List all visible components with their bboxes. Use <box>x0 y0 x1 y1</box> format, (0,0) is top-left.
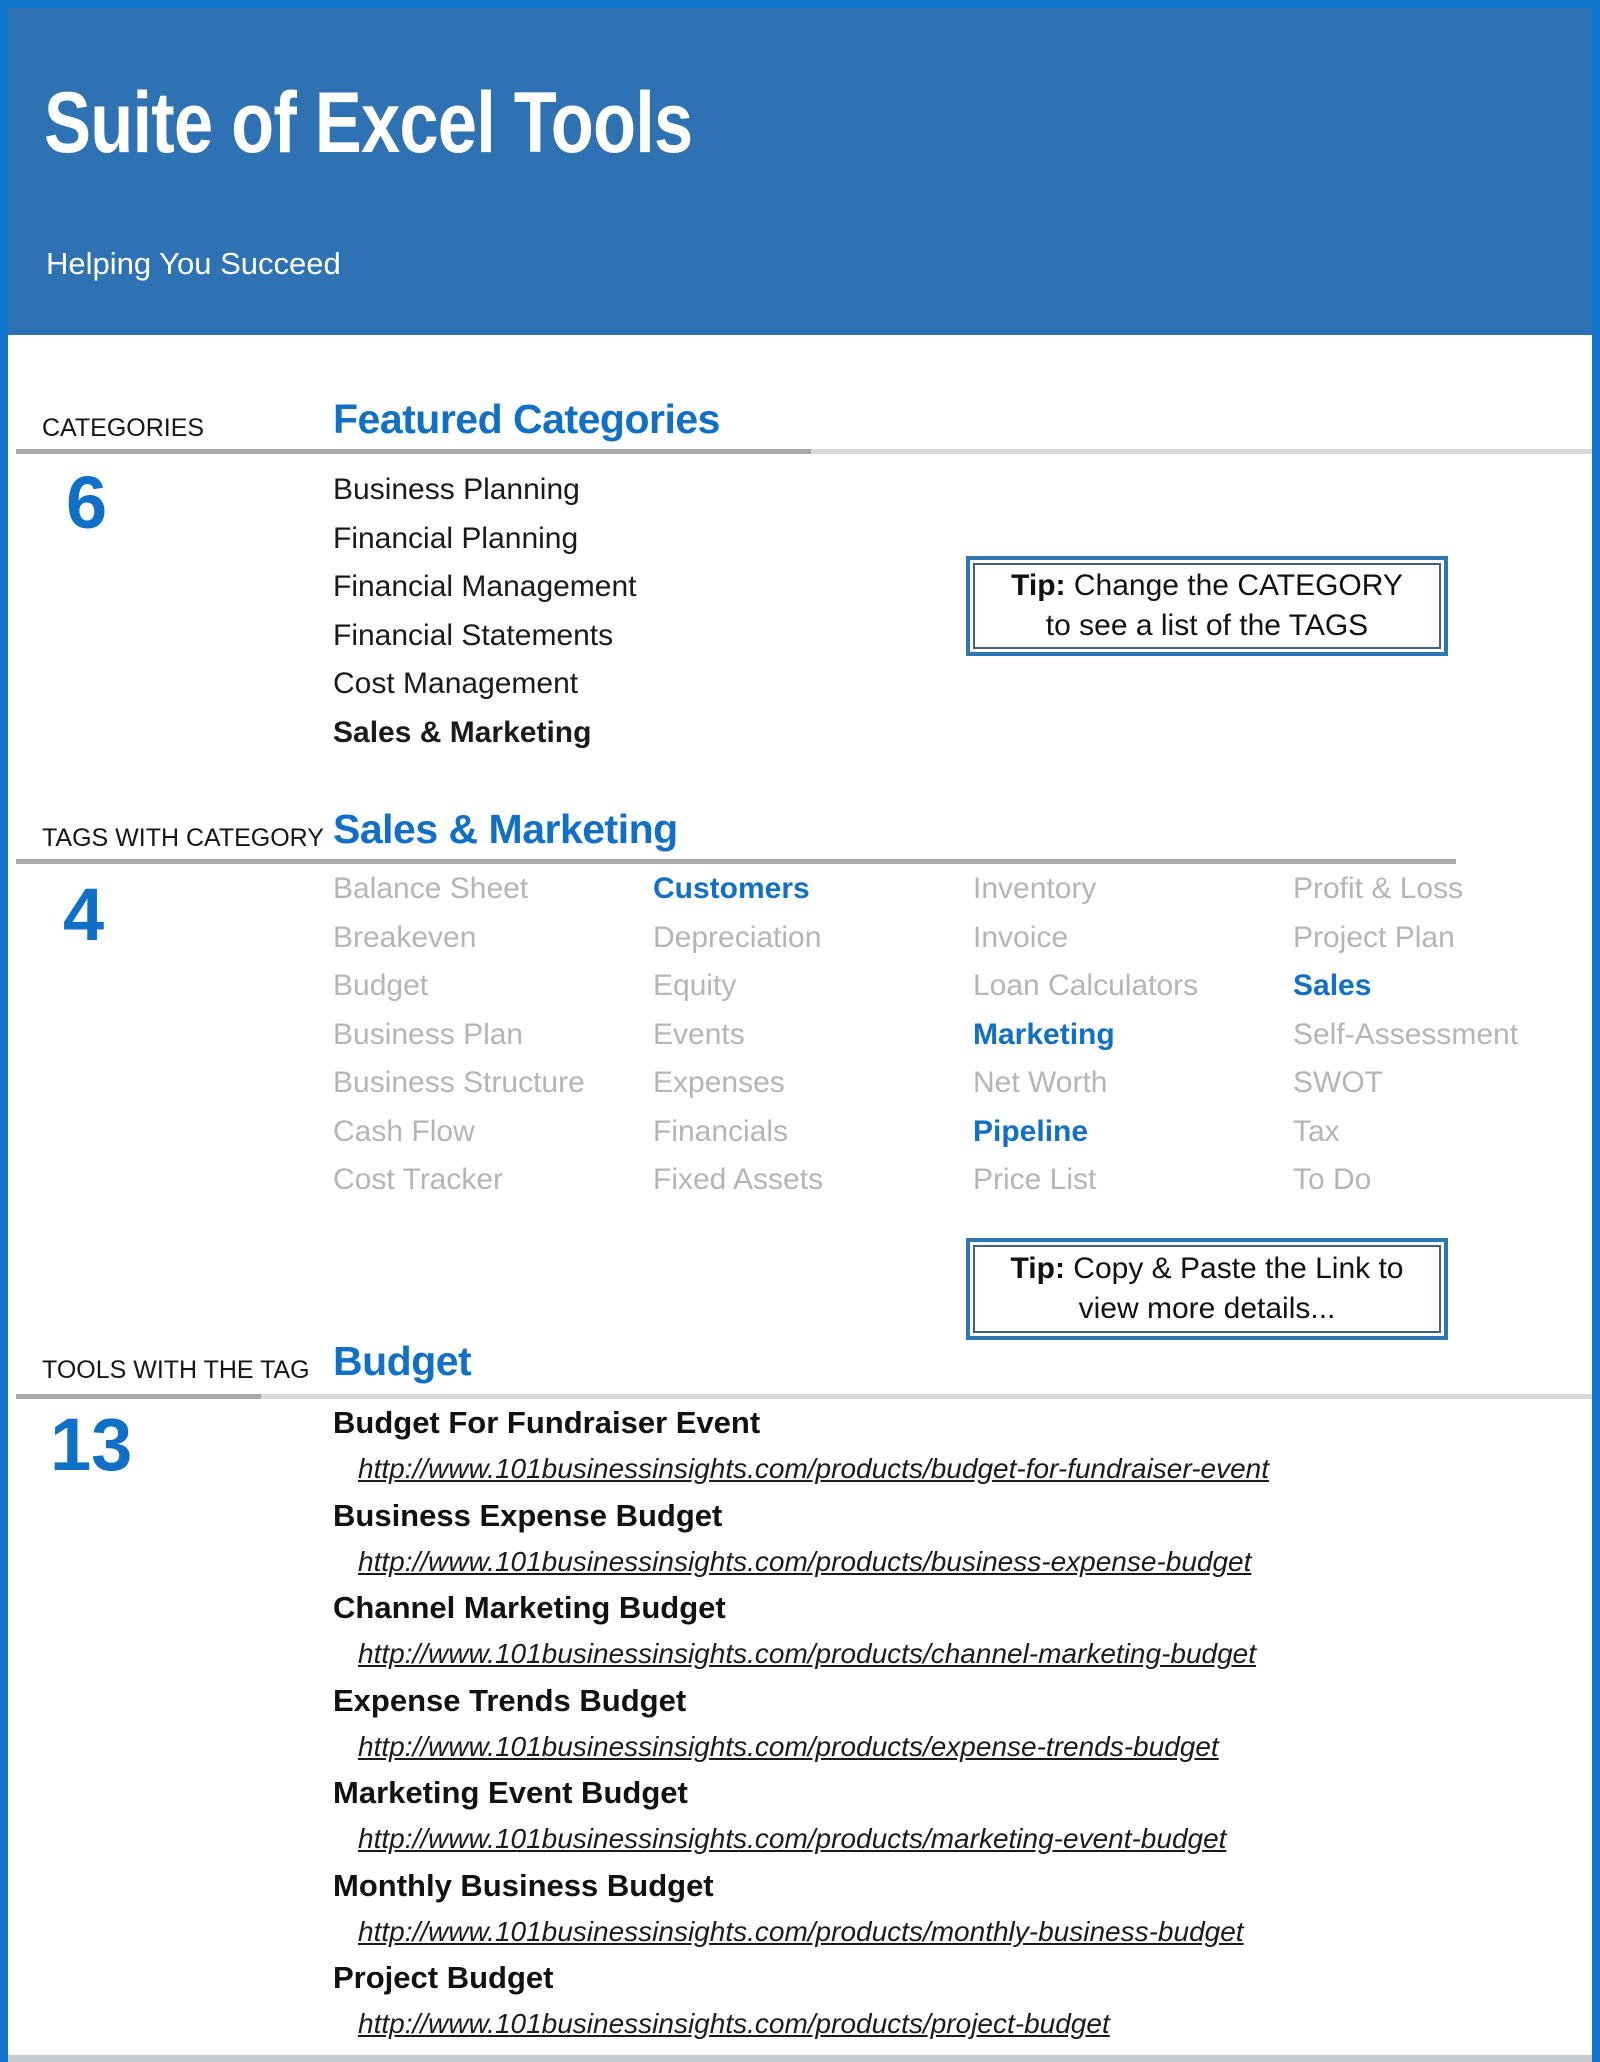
tag-item: Equity <box>653 969 737 1002</box>
tag-item: Balance Sheet <box>333 872 529 905</box>
tag-item: SWOT <box>1293 1066 1383 1099</box>
page-subtitle: Helping You Succeed <box>46 246 341 281</box>
page-header <box>8 8 1592 335</box>
tip-box-link <box>966 1238 1448 1340</box>
category-item: Financial Management <box>333 570 637 603</box>
tag-item: Financials <box>653 1114 789 1148</box>
tag-item: Fixed Assets <box>653 1163 824 1196</box>
category-item: Sales & Marketing <box>333 715 592 749</box>
tool-link[interactable]: http://www.101businessinsights.com/products/project-budget <box>358 2008 1110 2039</box>
tag-item: Project Plan <box>1293 920 1455 954</box>
tip-text-link <box>973 1245 1441 1333</box>
tools-heading: Budget <box>333 1338 472 1384</box>
tag-item: Tax <box>1293 1114 1340 1148</box>
tip-prefix: Tip: <box>1010 1252 1065 1285</box>
tool-name: Budget For Fundraiser Event <box>333 1405 761 1440</box>
tool-link[interactable]: http://www.101businessinsights.com/products/business-expense-budget <box>358 1545 1252 1577</box>
tag-item: Loan Calculators <box>973 969 1199 1002</box>
tag-item: Self-Assessment <box>1293 1017 1519 1051</box>
tool-item <box>333 1400 1513 1493</box>
tool-link[interactable]: http://www.101businessinsights.com/products/expense-trends-budget <box>358 1730 1219 1762</box>
tag-item: Net Worth <box>973 1066 1108 1099</box>
tags-label: TAGS WITH CATEGORY <box>42 824 324 852</box>
tag-item: Price List <box>973 1163 1097 1196</box>
tool-item <box>333 1770 1513 1863</box>
tag-item: Depreciation <box>653 920 822 954</box>
tag-item: Cash Flow <box>333 1114 475 1148</box>
tools-count: 13 <box>50 1403 133 1486</box>
tag-item: Business Plan <box>333 1017 524 1051</box>
tag-item: Inventory <box>973 872 1097 905</box>
tool-name: Channel Marketing Budget <box>333 1590 726 1625</box>
tags-heading: Sales & Marketing <box>333 806 678 852</box>
tag-item: Invoice <box>973 920 1069 954</box>
category-item: Cost Management <box>333 667 579 700</box>
categories-label: CATEGORIES <box>42 414 205 442</box>
tag-column-3 <box>973 865 1293 1205</box>
tag-item: Business Structure <box>333 1066 585 1099</box>
tool-name: Business Expense Budget <box>333 1497 723 1533</box>
featured-categories-heading: Featured Categories <box>333 396 720 442</box>
tags-count: 4 <box>63 873 105 956</box>
tip-text-category <box>973 563 1441 649</box>
tools-label: TOOLS WITH THE TAG <box>42 1356 310 1384</box>
tag-item: Breakeven <box>333 920 477 954</box>
tool-item <box>333 1955 1513 2048</box>
tool-item <box>333 1678 1513 1771</box>
tag-item: Marketing <box>973 1017 1115 1051</box>
tag-column-2 <box>653 865 973 1205</box>
tip-box-category <box>966 556 1448 656</box>
tool-item <box>333 1863 1513 1956</box>
tag-item: Events <box>653 1017 745 1051</box>
tag-item: Sales <box>1293 969 1372 1002</box>
tip-body: Copy & Paste the Link to view more details... <box>1064 1252 1404 1325</box>
page-bottom-divider <box>8 2055 1592 2062</box>
tag-column-1 <box>333 865 653 1205</box>
tag-item: To Do <box>1293 1163 1372 1196</box>
tag-item: Customers <box>653 872 810 905</box>
tool-name: Expense Trends Budget <box>333 1682 687 1718</box>
tip-body: Change the CATEGORY to see a list of the TAGS <box>1045 569 1403 642</box>
tool-name: Monthly Business Budget <box>333 1867 714 1903</box>
tip-prefix: Tip: <box>1011 569 1066 602</box>
tag-item: Budget <box>333 969 429 1002</box>
tools-list <box>333 1400 1513 2048</box>
tool-link[interactable]: http://www.101businessinsights.com/products/marketing-event-budget <box>358 1823 1227 1854</box>
tag-item: Cost Tracker <box>333 1163 504 1196</box>
tag-item: Profit & Loss <box>1293 872 1464 905</box>
tag-item: Pipeline <box>973 1114 1089 1148</box>
category-list <box>333 466 637 757</box>
category-item: Financial Statements <box>333 618 614 652</box>
categories-count: 6 <box>66 461 108 544</box>
tool-link[interactable]: http://www.101businessinsights.com/products/channel-marketing-budget <box>358 1638 1257 1669</box>
tool-link[interactable]: http://www.101businessinsights.com/products/budget-for-fundraiser-event <box>358 1453 1270 1484</box>
tags-rule <box>16 859 1456 864</box>
tool-link[interactable]: http://www.101businessinsights.com/products/monthly-business-budget <box>358 1915 1244 1947</box>
tools-rule-dark <box>16 1394 261 1399</box>
category-item: Financial Planning <box>333 521 579 555</box>
page-title: Suite of Excel Tools <box>44 75 693 171</box>
tag-column-4 <box>1293 865 1600 1205</box>
categories-rule-dark <box>16 449 811 454</box>
category-item: Business Planning <box>333 473 580 506</box>
tool-item <box>333 1493 1513 1586</box>
tool-item <box>333 1585 1513 1678</box>
tag-item: Expenses <box>653 1066 785 1099</box>
tools-rule-light <box>261 1394 1598 1399</box>
categories-rule-light <box>811 449 1598 454</box>
tool-name: Marketing Event Budget <box>333 1775 688 1810</box>
tool-name: Project Budget <box>333 1960 554 1995</box>
